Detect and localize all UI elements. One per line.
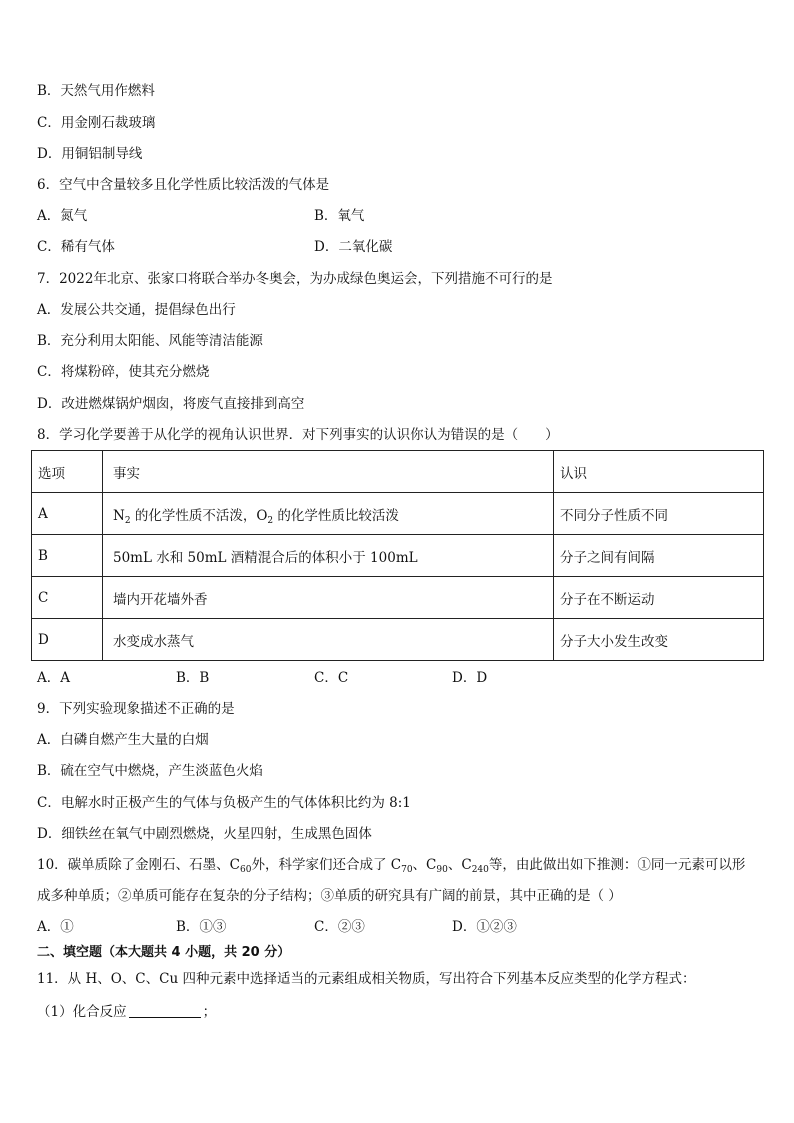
- table-row: [32, 493, 764, 535]
- q10-option-a: A．①: [37, 919, 74, 935]
- q8-option-a: A．A: [37, 670, 70, 686]
- q9-option-c: C．电解水时正极产生的气体与负极产生的气体体积比约为 8:1: [37, 795, 411, 811]
- q7-option-d: D．改进燃煤锅炉烟囱，将废气直接排到高空: [37, 396, 305, 412]
- answer-blank[interactable]: [129, 1003, 201, 1018]
- q9-option-b: B．硫在空气中燃烧，产生淡蓝色火焰: [37, 763, 263, 779]
- header-option: 选项: [32, 451, 103, 493]
- q6-option-c: C．稀有气体: [37, 239, 115, 255]
- q10-stem-line2: 成多种单质；②单质可能存在复杂的分子结构；③单质的研究具有广阔的前景，其中正确的是（ ）: [37, 888, 622, 904]
- q5-option-c: C．用金刚石裁玻璃: [37, 115, 156, 131]
- q11-part-1: （1）化合反应 ；: [37, 1004, 217, 1020]
- q8-option-d: D．D: [452, 670, 488, 686]
- row-fact: 水变成水蒸气: [103, 619, 554, 661]
- q10-option-b: B．①③: [176, 919, 227, 935]
- q7-stem: 7．2022年北京、张家口将联合举办冬奥会，为办成绿色奥运会，下列措施不可行的是: [37, 271, 553, 287]
- q6-stem: 6．空气中含量较多且化学性质比较活泼的气体是: [37, 177, 330, 193]
- row-option: C: [32, 577, 103, 619]
- row-fact: $N_2$ 的化学性质不活泼，$O_2$ 的化学性质比较活泼: [103, 493, 554, 535]
- q6-option-b: B．氧气: [314, 208, 365, 224]
- q9-stem: 9．下列实验现象描述不正确的是: [37, 701, 235, 717]
- q7-option-c: C．将煤粉碎，使其充分燃烧: [37, 364, 210, 380]
- q8-option-c: C．C: [314, 670, 349, 686]
- row-view: 分子之间有间隔: [554, 535, 764, 577]
- q5-option-b: B．天然气用作燃料: [37, 83, 155, 99]
- q11-stem: 11．从 H、O、C、Cu 四种元素中选择适当的元素组成相关物质，写出符合下列基本反应类型的化学方程式：: [37, 971, 696, 987]
- q5-option-d: D．用铜铝制导线: [37, 146, 143, 162]
- row-fact: 50mL 水和 50mL 酒精混合后的体积小于 100mL: [103, 535, 554, 577]
- q6-option-d: D．二氧化碳: [314, 239, 393, 255]
- row-fact: 墙内开花墙外香: [103, 577, 554, 619]
- row-option: B: [32, 535, 103, 577]
- row-option: A: [32, 493, 103, 535]
- table-row: [32, 577, 764, 619]
- row-view: 分子在不断运动: [554, 577, 764, 619]
- header-fact: 事实: [103, 451, 554, 493]
- header-view: 认识: [554, 451, 764, 493]
- q9-option-d: D．细铁丝在氧气中剧烈燃烧，火星四射，生成黑色固体: [37, 826, 372, 842]
- q8-table: [31, 450, 764, 661]
- q8-stem: 8．学习化学要善于从化学的视角认识世界．对下列事实的认识你认为错误的是（ ）: [37, 427, 559, 443]
- q7-option-a: A．发展公共交通，提倡绿色出行: [37, 302, 236, 318]
- q10-stem: 10．碳单质除了金刚石、石墨、$C_{60}$外，科学家们还合成了 $C_{70}$、$C_{90}$、$C_{240}$等，由此做出如下推测：①同一元素可以形: [37, 857, 746, 875]
- q8-option-b: B．B: [176, 670, 210, 686]
- row-view: 不同分子性质不同: [554, 493, 764, 535]
- q7-option-b: B．充分利用太阳能、风能等清洁能源: [37, 333, 263, 349]
- table-row: [32, 619, 764, 661]
- table-header-row: [32, 451, 764, 493]
- row-view: 分子大小发生改变: [554, 619, 764, 661]
- q10-option-d: D．①②③: [452, 919, 517, 935]
- table-row: [32, 535, 764, 577]
- row-option: D: [32, 619, 103, 661]
- section-heading: 二、填空题（本大题共 4 小题，共 20 分）: [37, 945, 291, 960]
- q10-option-c: C．②③: [314, 919, 365, 935]
- q6-option-a: A．氮气: [37, 208, 88, 224]
- q9-option-a: A．白磷自燃产生大量的白烟: [37, 732, 209, 748]
